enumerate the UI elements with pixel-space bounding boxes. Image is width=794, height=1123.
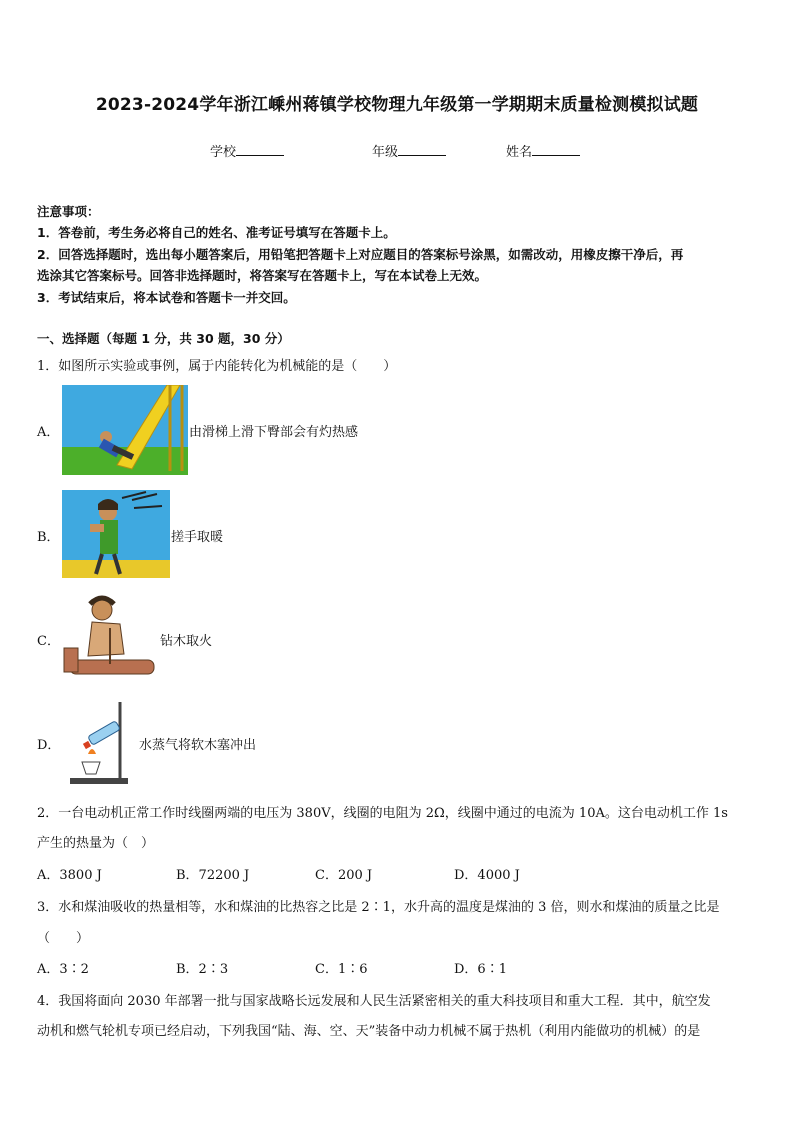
q2-stem-line2: 产生的热量为（ ） [37, 836, 155, 851]
notice-item-2-line1: 2．回答选择题时，选出每小题答案后，用铅笔把答题卡上对应题目的答案标号涂黑，如需改动，用橡皮擦干净后，再 [37, 247, 684, 262]
drilling-wood-fire-image [62, 594, 160, 686]
q4-stem-line1: 4．我国将面向 2030 年部署一批与国家战略长远发展和人民生活紧密相关的重大科技项目和重大工程．其中，航空发 [37, 994, 711, 1009]
q1-option-a-text: 由滑梯上滑下臀部会有灼热感 [189, 425, 359, 440]
school-label: 学校 [210, 145, 237, 160]
q3-option-a: A．3∶2 [37, 962, 89, 977]
school-blank [236, 143, 284, 156]
q3-option-c: C．1∶6 [315, 962, 368, 977]
q2-stem-line1: 2．一台电动机正常工作时线圈两端的电压为 380V，线圈的电阻为 2Ω，线圈中通过的电流为 10A。这台电动机工作 1s [37, 806, 728, 821]
slide-image [62, 385, 188, 475]
q1-option-d-letter: D． [37, 738, 61, 753]
q1-option-d-text: 水蒸气将软木塞冲出 [139, 738, 257, 753]
q2-option-a: A．3800 J [37, 868, 102, 883]
grade-blank [398, 143, 446, 156]
name-field [506, 141, 580, 160]
q3-stem-line2: （ ） [37, 931, 90, 946]
steam-cork-experiment-image [66, 698, 136, 786]
q1-option-a-letter: A． [37, 425, 60, 440]
rubbing-hands-image [62, 490, 170, 578]
notice-item-2-line2: 选涂其它答案标号。回答非选择题时，将答案写在答题卡上，写在本试卷上无效。 [37, 268, 488, 283]
q3-stem-line1: 3．水和煤油吸收的热量相等，水和煤油的比热容之比是 2∶1，水升高的温度是煤油的 3 倍，则水和煤油的质量之比是 [37, 900, 720, 915]
notice-heading: 注意事项： [37, 204, 100, 219]
section-heading: 一、选择题（每题 1 分，共 30 题，30 分） [37, 331, 290, 346]
grade-label: 年级 [372, 145, 399, 160]
q3-option-b: B．2∶3 [176, 962, 229, 977]
notice-item-3: 3．考试结束后，将本试卷和答题卡一并交回。 [37, 290, 296, 305]
q1-option-c-text: 钻木取火 [160, 634, 213, 649]
q3-option-d: D．6∶1 [454, 962, 507, 977]
q1-option-c-letter: C． [37, 634, 60, 649]
grade-field [372, 141, 446, 160]
name-label: 姓名 [506, 145, 533, 160]
page-title: 2023-2024学年浙江嵊州蒋镇学校物理九年级第一学期期末质量检测模拟试题 [95, 95, 699, 115]
q1-option-b-text: 搓手取暖 [171, 530, 224, 545]
q1-stem: 1．如图所示实验或事例，属于内能转化为机械能的是（ ） [37, 359, 397, 374]
q2-option-c: C．200 J [315, 868, 373, 883]
notice-item-1: 1．答卷前，考生务必将自己的姓名、准考证号填写在答题卡上。 [37, 225, 396, 240]
q2-option-b: B．72200 J [176, 868, 250, 883]
name-blank [532, 143, 580, 156]
q2-option-d: D．4000 J [454, 868, 520, 883]
q4-stem-line2: 动机和燃气轮机专项已经启动，下列我国“陆、海、空、天”装备中动力机械不属于热机（利用内能做功的机械）的是 [37, 1024, 701, 1039]
school-field [210, 141, 284, 160]
q1-option-b-letter: B． [37, 530, 60, 545]
